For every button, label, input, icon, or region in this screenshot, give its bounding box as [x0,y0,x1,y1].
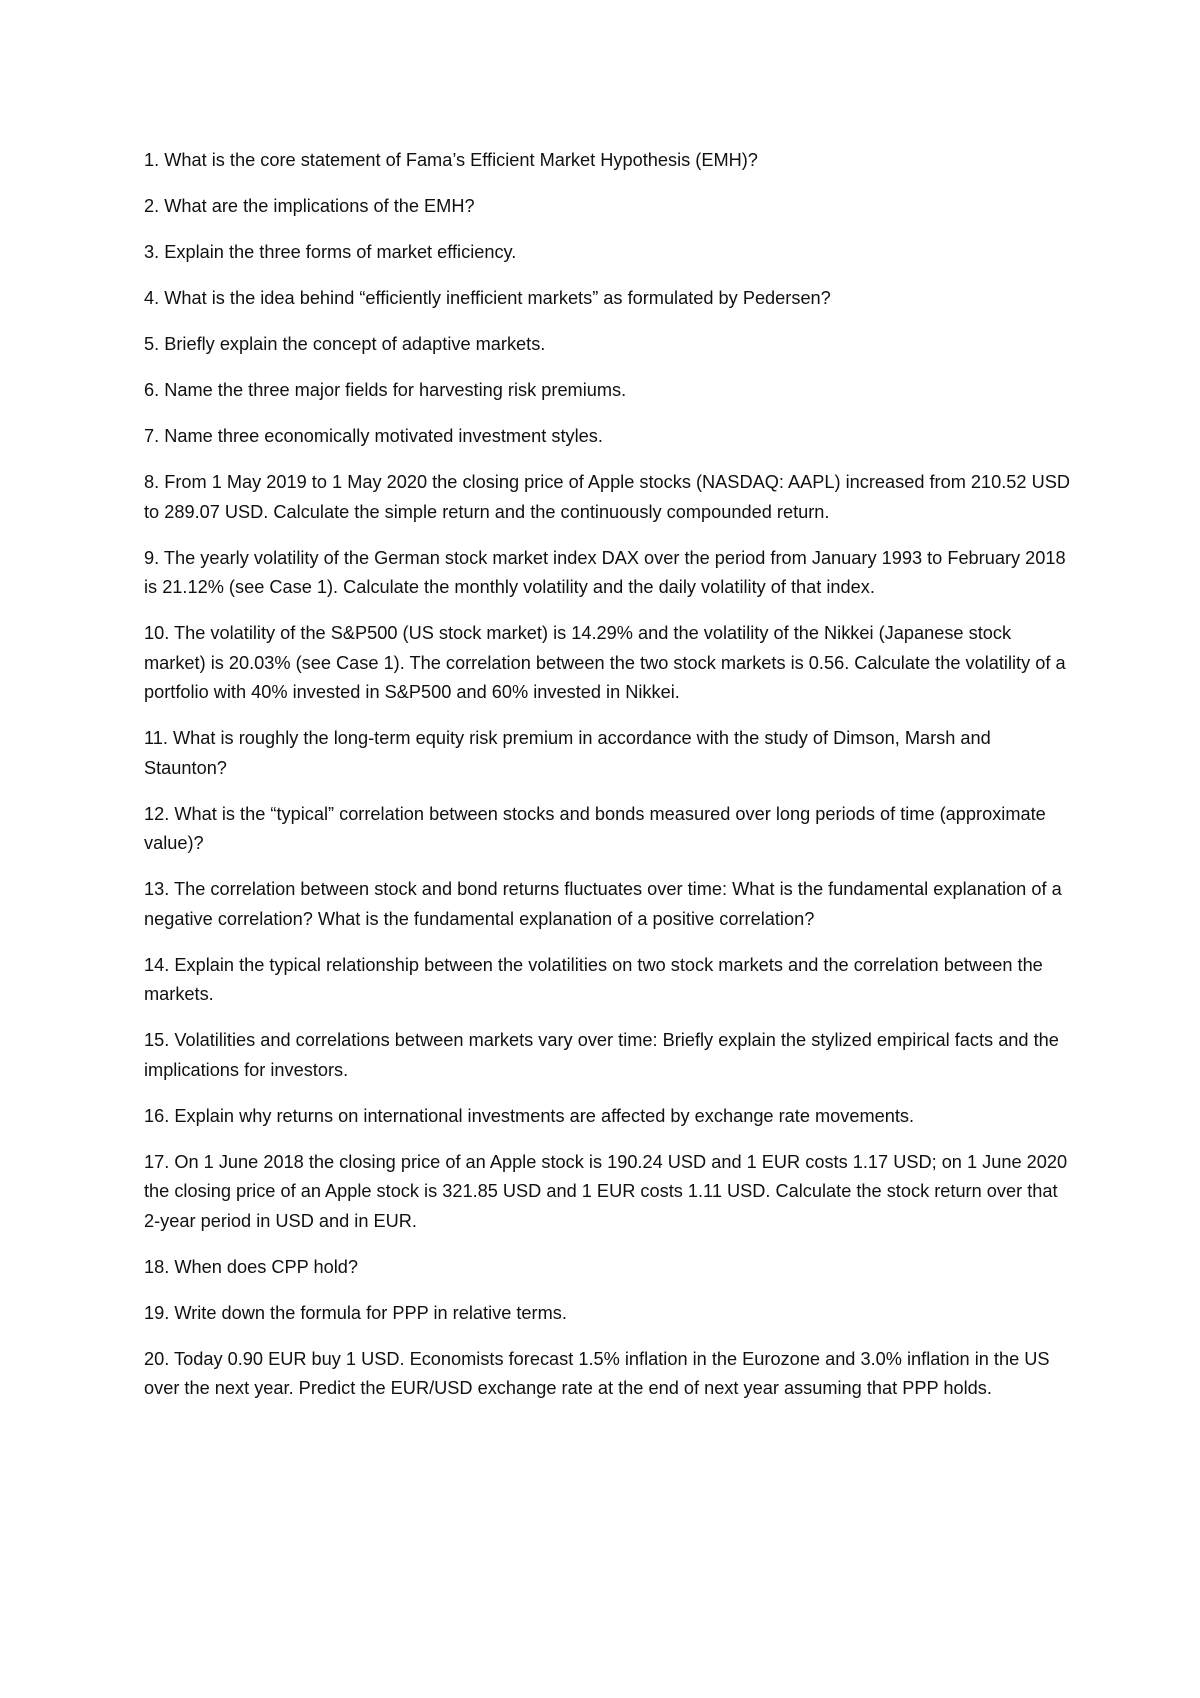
question-text: What is the core statement of Fama’s Efficient Market Hypothesis (EMH)? [164,150,758,170]
question-item [144,1148,1074,1237]
question-item [144,1345,1074,1404]
question-item [144,1299,1074,1329]
question-text: When does CPP hold? [174,1256,359,1277]
question-text: The correlation between stock and bond returns fluctuates over time: What is the fundamental explanation of a negative correlation? What is the fundamental explanation of a positive correlation? [144,879,1062,929]
question-item [144,192,1074,222]
question-text: Write down the formula for PPP in relative terms. [174,1302,567,1323]
question-item [144,284,1074,314]
question-number: 10. [144,623,170,643]
question-item [144,951,1074,1010]
question-text: Briefly explain the concept of adaptive markets. [164,334,546,354]
question-list [144,146,1074,1420]
question-number: 15. [144,1030,170,1050]
question-text: From 1 May 2019 to 1 May 2020 the closing price of Apple stocks (NASDAQ: AAPL) increased from 210.52 USD to 289.07 USD. Calculate the simple return and the continuously compounded return. [144,472,1070,522]
question-number: 13. [144,879,170,899]
question-text: Name the three major fields for harvesting risk premiums. [164,380,627,400]
question-number: 7. [144,426,160,446]
question-number: 3. [144,242,160,262]
question-number: 1. [144,150,160,170]
question-number: 14. [144,954,170,975]
question-number: 11. [144,728,168,748]
question-text: What are the implications of the EMH? [164,196,475,216]
question-text: What is roughly the long-term equity risk premium in accordance with the study of Dimson, Marsh and Staunton? [144,728,991,778]
question-text: Name three economically motivated investment styles. [164,426,603,446]
question-text: Explain the typical relationship between the volatilities on two stock markets and the correlation between the markets. [144,954,1043,1004]
question-item [144,1253,1074,1283]
question-item [144,146,1074,176]
question-item [144,1102,1074,1132]
question-item [144,330,1074,360]
question-number: 19. [144,1302,170,1323]
question-number: 9. [144,547,160,568]
question-number: 4. [144,288,160,308]
question-item [144,468,1074,527]
question-item [144,724,1074,783]
question-number: 6. [144,380,160,400]
question-text: Today 0.90 EUR buy 1 USD. Economists forecast 1.5% inflation in the Eurozone and 3.0% inflation in the US over the next year. Predict the EUR/USD exchange rate at the end of next year assuming that PPP holds. [144,1348,1050,1398]
question-number: 18. [144,1256,170,1277]
question-item [144,1026,1074,1085]
question-number: 17. [144,1151,170,1172]
question-number: 5. [144,334,160,354]
question-item [144,238,1074,268]
question-number: 2. [144,196,160,216]
question-text: Explain the three forms of market efficiency. [164,242,517,262]
question-item [144,376,1074,406]
question-number: 16. [144,1105,170,1126]
question-item [144,422,1074,452]
question-text: What is the idea behind “efficiently inefficient markets” as formulated by Pedersen? [164,288,831,308]
question-text: On 1 June 2018 the closing price of an Apple stock is 190.24 USD and 1 EUR costs 1.17 USD; on 1 June 2020 the closing price of an Apple stock is 321.85 USD and 1 EUR costs 1.11 USD. Calculate the stock return over that 2-year period in USD and in EUR. [144,1151,1068,1231]
question-text: What is the “typical” correlation between stocks and bonds measured over long periods of time (approximate value)? [144,803,1046,853]
question-text: Explain why returns on international investments are affected by exchange rate movements. [174,1105,915,1126]
question-item [144,800,1074,859]
question-text: The volatility of the S&P500 (US stock market) is 14.29% and the volatility of the Nikkei (Japanese stock market) is 20.03% (see Case 1). The correlation between the two stock markets is 0.56. Calculate the volatility of a portfolio with 40% invested in S&P500 and 60% invested in Nikkei. [144,623,1066,702]
question-number: 20. [144,1348,170,1369]
question-item [144,875,1074,934]
question-text: The yearly volatility of the German stock market index DAX over the period from January 1993 to February 2018 is 21.12% (see Case 1). Calculate the monthly volatility and the daily volatility of that index. [144,547,1066,597]
question-number: 8. [144,472,160,492]
question-item [144,544,1074,603]
question-number: 12. [144,803,170,824]
question-item [144,619,1074,708]
question-text: Volatilities and correlations between markets vary over time: Briefly explain the stylized empirical facts and the implications for investors. [144,1030,1059,1080]
